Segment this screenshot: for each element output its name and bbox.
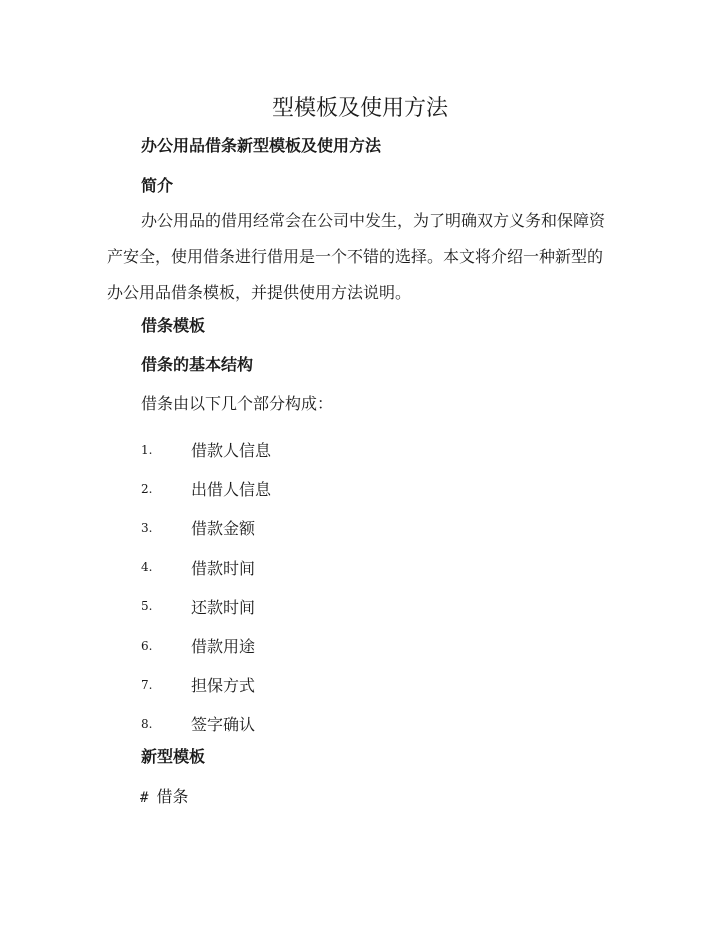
document-title: 型模板及使用方法 [271,96,448,121]
list-item [141,508,271,547]
list-item [141,587,271,626]
markdown-heading-text: 借条 [156,787,189,806]
list-item [141,704,271,743]
list-item-label: 借款金额 [191,519,256,539]
list-item-number: 2. [141,481,153,496]
list-item-number: 3. [141,520,153,535]
list-item-number: 8. [141,716,153,731]
list-item-label: 借款用途 [191,637,256,657]
list-item-label: 借款时间 [191,558,256,578]
new-template-heading: 新型模板 [141,747,206,766]
list-item-number: 6. [141,638,153,653]
list-item-number: 4. [141,560,153,575]
list-item-number: 1. [141,442,153,457]
list-item [141,469,271,508]
markdown-hash-mark: # [140,790,149,806]
markdown-heading-line [140,785,188,810]
list-item-number: 5. [141,599,153,614]
list-item-label: 还款时间 [191,597,256,617]
list-item-number: 7. [141,677,153,692]
list-item [141,626,271,665]
structure-list [141,430,271,744]
template-heading: 借条模板 [141,316,206,335]
structure-heading: 借条的基本结构 [141,355,254,374]
list-item-label: 签字确认 [191,715,256,735]
intro-heading: 简介 [141,176,174,195]
list-item-label: 出借人信息 [191,480,272,500]
intro-paragraph: 办公用品的借用经常会在公司中发生，为了明确双方义务和保障资产安全，使用借条进行借用是一个不错的选择。本文将介绍一种新型的办公用品借条模板，并提供使用方法说明。 [107,211,606,302]
structure-lead-text: 借条由以下几个部分构成： [141,394,334,413]
list-item [141,430,271,469]
list-item-label: 担保方式 [191,676,256,696]
list-item [141,665,271,704]
list-item-label: 借款人信息 [191,441,272,461]
main-heading: 办公用品借条新型模板及使用方法 [141,136,382,155]
list-item [141,548,271,587]
